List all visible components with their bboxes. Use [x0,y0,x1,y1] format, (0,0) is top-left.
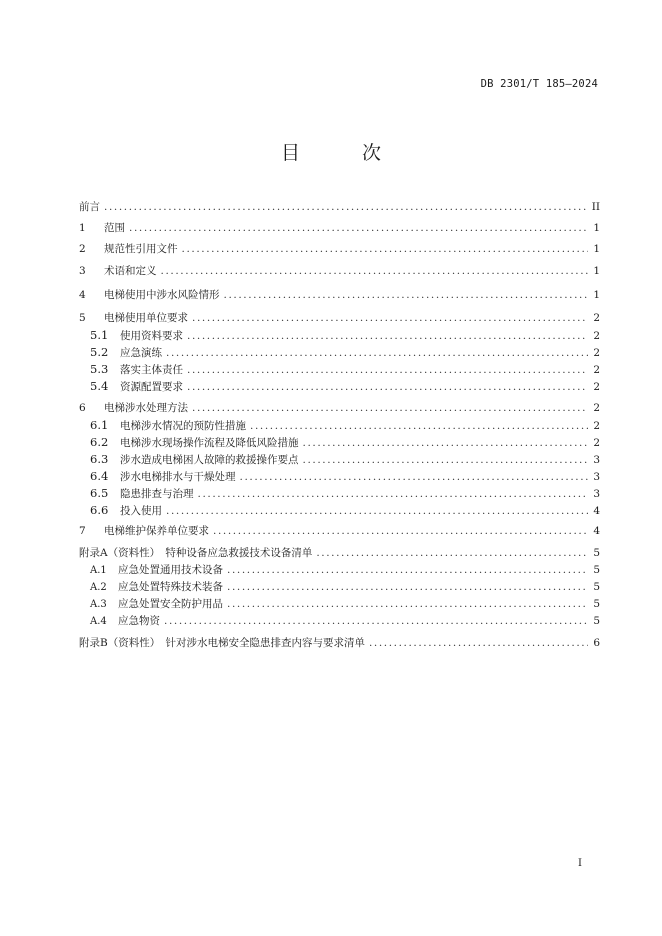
toc-entry-title: 涉水电梯排水与干燥处理 [120,471,236,483]
toc-entry-number: 5 [79,312,86,324]
toc-entry-page: 1 [593,243,600,255]
toc-entry-number: 6.6 [90,503,109,517]
toc-dot-leader [187,379,588,395]
page-number: I [578,858,582,869]
toc-entry[interactable] [90,502,600,518]
toc-entry-title: 涉水造成电梯困人故障的救援操作要点 [120,454,299,466]
toc-entry[interactable] [79,635,600,651]
toc-entry-title: 电梯使用单位要求 [104,312,188,324]
toc-entry-number: 5.2 [90,345,109,359]
toc-entry-number: 5.3 [90,362,109,376]
toc-entry-page: 2 [593,330,600,342]
toc-entry[interactable] [79,523,600,539]
toc-dot-leader [192,310,588,326]
toc-entry-number: A.1 [90,565,107,576]
toc-entry[interactable] [90,579,600,595]
toc-entry-number: 5.1 [90,328,109,342]
toc-entry[interactable] [79,199,600,215]
toc-entry[interactable] [79,545,600,561]
toc-entry-title: 使用资料要求 [120,330,183,342]
toc-entry-number: 6.3 [90,452,109,466]
toc-entry-number: A.2 [90,582,107,593]
toc-entry-page: 2 [593,402,600,414]
toc-entry[interactable] [79,310,600,326]
toc-dot-leader [227,562,588,578]
toc-entry-page: 6 [593,637,600,649]
toc-entry-page: 2 [593,347,600,359]
toc-entry-page: II [591,201,600,213]
toc-entry-page: 1 [593,265,600,277]
toc-dot-leader [187,328,588,344]
toc-entry-page: 3 [593,454,600,466]
toc-entry-title: 附录B（资料性） 针对涉水电梯安全隐患排查内容与要求清单 [79,637,365,649]
toc-entry[interactable] [90,451,600,467]
toc-dot-leader [213,523,588,539]
toc-entry-page: 4 [593,505,600,517]
toc-entry-title: 前言 [79,201,100,213]
toc-entry[interactable] [90,327,600,343]
toc-entry[interactable] [90,378,600,394]
toc-entry[interactable] [90,344,600,360]
toc-dot-leader [224,287,589,303]
toc-entry-title: 电梯涉水现场操作流程及降低风险措施 [120,437,299,449]
toc-entry-title: 应急处置特殊技术装备 [118,581,223,593]
toc-entry-title: 资源配置要求 [120,381,183,393]
toc-entry[interactable] [90,485,600,501]
toc-dot-leader [104,199,588,215]
toc-dot-leader [303,452,589,468]
toc-entry-title: 落实主体责任 [120,364,183,376]
toc-entry-page: 3 [593,471,600,483]
toc-dot-leader [316,545,588,561]
toc-entry-number: 6.1 [90,418,109,432]
toc-entry-number: 6.4 [90,469,109,483]
toc-dot-leader [187,362,588,378]
toc-entry-title: 电梯涉水处理方法 [104,402,188,414]
document-code: DB 2301/T 185—2024 [480,78,598,90]
toc-dot-leader [240,469,589,485]
toc-dot-leader [161,263,589,279]
page-title: 目 次 [280,142,410,164]
toc-entry-title: 隐患排查与治理 [120,488,194,500]
toc-entry-number: 3 [79,265,86,277]
toc-dot-leader [182,241,589,257]
toc-entry-title: 规范性引用文件 [104,243,178,255]
toc-dot-leader [198,486,589,502]
toc-entry-page: 2 [593,312,600,324]
toc-entry[interactable] [90,613,600,629]
toc-entry[interactable] [90,434,600,450]
toc-dot-leader [129,220,588,236]
toc-entry-number: 5.4 [90,379,109,393]
toc-entry-page: 1 [593,289,600,301]
toc-dot-leader [369,635,588,651]
toc-entry-number: A.4 [90,616,107,627]
toc-entry-page: 2 [593,437,600,449]
toc-entry-number: 4 [79,289,86,301]
toc-entry[interactable] [79,400,600,416]
toc-entry-title: 应急处置安全防护用品 [118,598,223,610]
toc-entry-title: 附录A（资料性） 特种设备应急救援技术设备清单 [79,547,313,559]
toc-dot-leader [250,418,588,434]
toc-entry-title: 电梯维护保养单位要求 [104,525,209,537]
toc-entry-title: 应急处置通用技术设备 [118,564,223,576]
toc-entry[interactable] [79,287,600,303]
toc-dot-leader [166,345,588,361]
toc-entry[interactable] [90,468,600,484]
toc-entry-page: 2 [593,381,600,393]
toc-entry-number: 7 [79,525,86,537]
toc-entry-title: 应急物资 [118,615,160,627]
toc-entry[interactable] [90,596,600,612]
toc-entry[interactable] [90,562,600,578]
toc-entry-page: 5 [593,564,600,576]
toc-entry-page: 2 [593,420,600,432]
toc-entry-title: 电梯涉水情况的预防性措施 [120,420,246,432]
toc-entry-number: A.3 [90,599,107,610]
toc-dot-leader [227,579,588,595]
toc-entry-number: 6 [79,402,86,414]
toc-entry-page: 5 [593,598,600,610]
toc-entry[interactable] [90,417,600,433]
toc-dot-leader [164,613,588,629]
toc-entry[interactable] [79,263,600,279]
toc-entry-title: 投入使用 [120,505,162,517]
toc-entry-title: 应急演练 [120,347,162,359]
toc-dot-leader [303,435,589,451]
toc-entry[interactable] [79,220,600,236]
toc-entry-page: 3 [593,488,600,500]
toc-entry-title: 术语和定义 [104,265,157,277]
toc-entry[interactable] [90,361,600,377]
toc-entry-page: 5 [593,615,600,627]
toc-dot-leader [192,400,588,416]
toc-entry-page: 4 [593,525,600,537]
toc-dot-leader [166,503,588,519]
toc-entry-number: 1 [79,222,86,234]
toc-entry-number: 6.2 [90,435,109,449]
toc-entry-number: 6.5 [90,486,109,500]
toc-entry-page: 5 [593,547,600,559]
toc-entry-page: 1 [593,222,600,234]
toc-entry[interactable] [79,241,600,257]
toc-entry-number: 2 [79,243,86,255]
toc-entry-page: 2 [593,364,600,376]
toc-entry-title: 电梯使用中涉水风险情形 [104,289,220,301]
toc-entry-page: 5 [593,581,600,593]
toc-dot-leader [227,596,588,612]
toc-entry-title: 范围 [104,222,125,234]
